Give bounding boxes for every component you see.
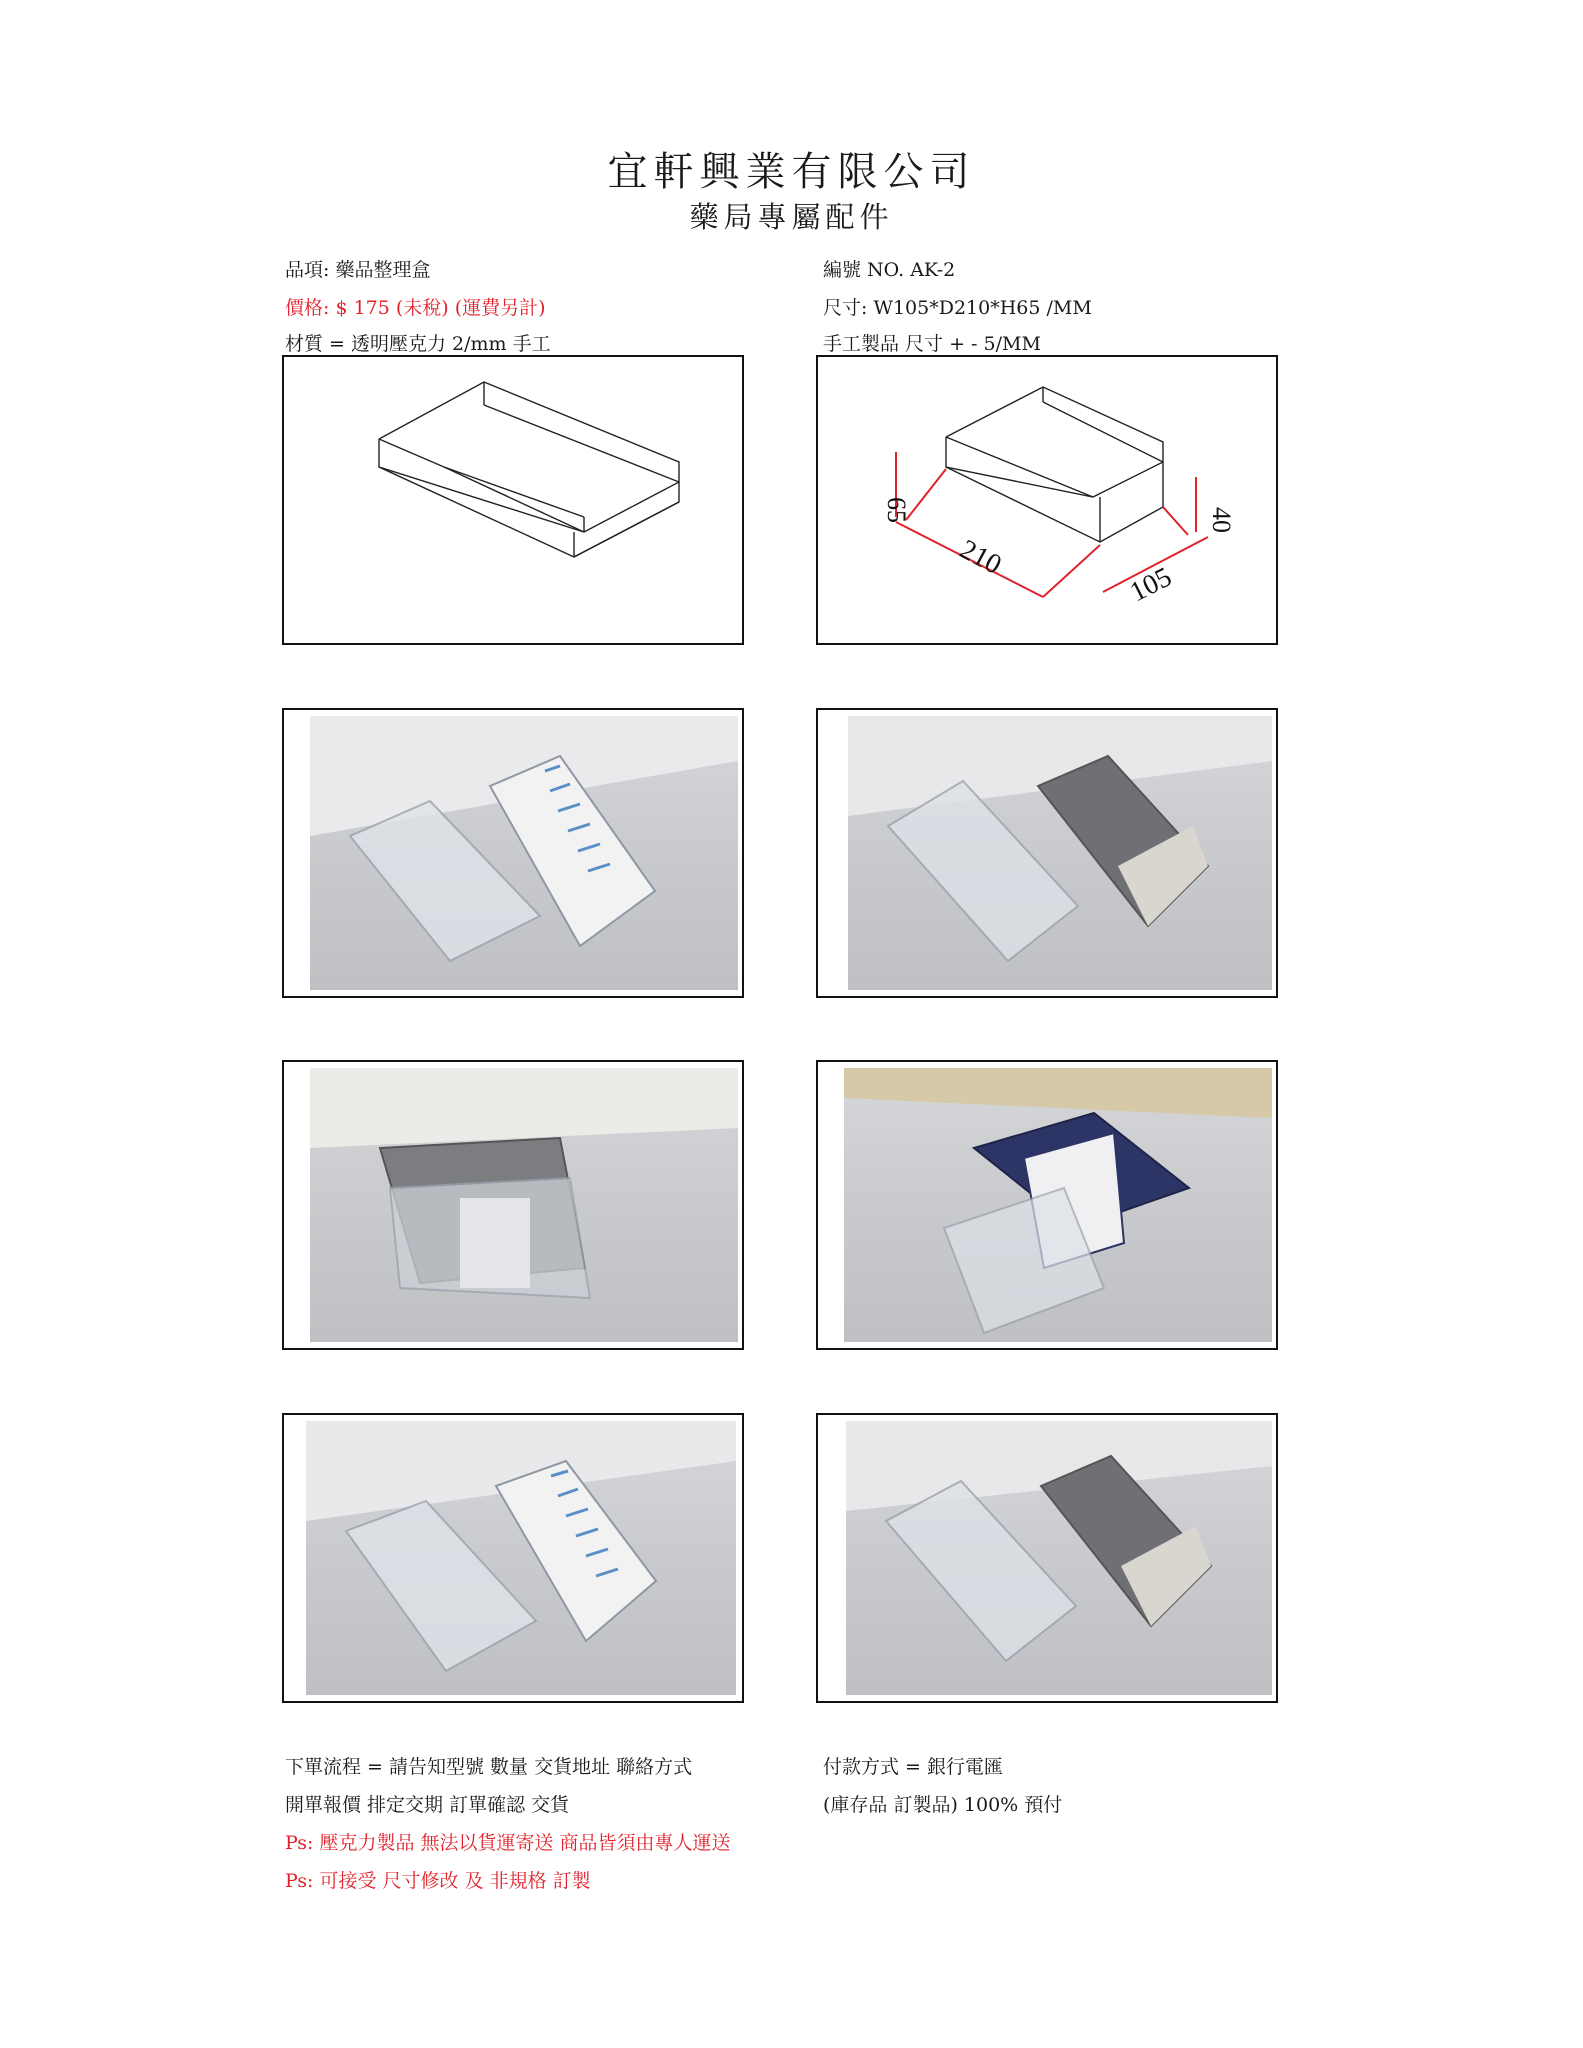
product-photo-6	[846, 1421, 1272, 1695]
spec-code: 編號 NO. AK-2	[823, 259, 956, 281]
note-custom: Ps: 可接受 尺寸修改 及 非規格 訂製	[285, 1870, 591, 1892]
product-photo-3	[310, 1068, 738, 1342]
box-isometric-drawing	[284, 357, 742, 643]
order-steps: 開單報價 排定交期 訂單確認 交貨	[285, 1794, 570, 1816]
payment-terms: (庫存品 訂製品) 100% 預付	[823, 1794, 1063, 1816]
product-photo-2	[848, 716, 1272, 990]
product-photo-4	[844, 1068, 1272, 1342]
dim-height-back: 40	[1207, 507, 1236, 533]
drawing-frame-isometric	[282, 355, 744, 645]
dim-height-front: 65	[882, 497, 911, 523]
photo-frame-5	[282, 1413, 744, 1703]
payment-method: 付款方式 = 銀行電匯	[823, 1756, 1003, 1778]
spec-price: 價格: $ 175 (未稅) (運費另計)	[285, 297, 546, 319]
photo-frame-4	[816, 1060, 1278, 1350]
spec-tolerance: 手工製品 尺寸 + - 5/MM	[823, 333, 1041, 355]
product-photo-1	[310, 716, 738, 990]
dim-depth: 210	[954, 533, 1007, 581]
photo-frame-2	[816, 708, 1278, 998]
document-subtitle: 藥局專屬配件	[689, 200, 894, 234]
note-shipping: Ps: 壓克力製品 無法以貨運寄送 商品皆須由專人運送	[285, 1832, 731, 1854]
company-name: 宜軒興業有限公司	[607, 149, 976, 195]
dim-width: 105	[1125, 561, 1177, 609]
drawing-frame-dimensions	[816, 355, 1278, 645]
photo-frame-6	[816, 1413, 1278, 1703]
order-flow: 下單流程 = 請告知型號 數量 交貨地址 聯絡方式	[285, 1756, 693, 1778]
spec-size: 尺寸: W105*D210*H65 /MM	[823, 297, 1092, 319]
product-photo-5	[306, 1421, 736, 1695]
photo-frame-3	[282, 1060, 744, 1350]
photo-frame-1	[282, 708, 744, 998]
box-dimension-drawing	[818, 357, 1276, 643]
spec-item: 品項: 藥品整理盒	[285, 259, 431, 281]
spec-material: 材質 = 透明壓克力 2/mm 手工	[285, 333, 551, 355]
